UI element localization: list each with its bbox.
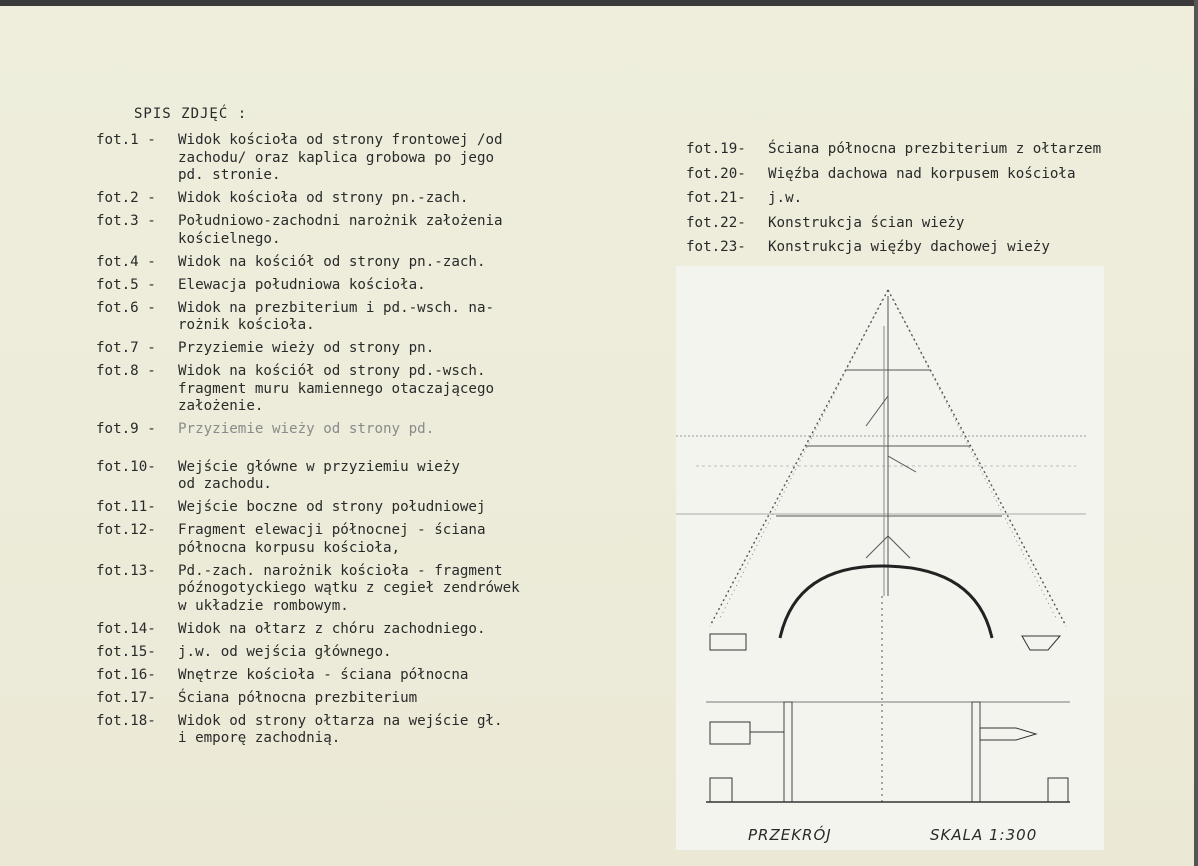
list-item	[96, 713, 616, 748]
photo-number: fot.11-	[96, 499, 156, 515]
photo-description: Wejście główne w przyziemiu wieży od zachodu.	[178, 458, 460, 492]
photo-number: fot.5 -	[96, 276, 156, 293]
photo-description: Wnętrze kościoła - ściana północna	[178, 666, 469, 683]
photo-number: fot.10-	[96, 458, 156, 475]
photo-number: fot.1 -	[96, 132, 156, 148]
photo-description: Pd.-zach. narożnik kościoła - fragment późnogotyckiego wątku z cegieł zendrówek w układzie rombowym.	[178, 562, 520, 614]
photo-number: fot.6 -	[96, 299, 156, 316]
list-item	[96, 563, 616, 616]
list-item	[96, 277, 616, 295]
photo-description: Fragment elewacji północnej - ściana północna korpusu kościoła,	[178, 522, 486, 556]
page-heading: SPIS ZDJĘĆ :	[134, 106, 248, 122]
cross-section-drawing-icon	[676, 266, 1104, 850]
photo-number: fot.14-	[96, 620, 156, 637]
list-item	[96, 690, 616, 708]
photo-number: fot.15-	[96, 643, 156, 660]
list-item	[96, 644, 616, 662]
photo-description: Konstrukcja ścian wieży	[768, 214, 965, 231]
photo-list-right	[686, 141, 1186, 264]
list-item	[96, 459, 616, 494]
photo-description: Widok od strony ołtarza na wejście gł. i emporę zachodnią.	[178, 712, 503, 746]
photo-number: fot.8 -	[96, 363, 156, 379]
photo-description: Widok kościoła od strony pn.-zach.	[178, 190, 469, 206]
photo-description: Ściana północna prezbiterium z ołtarzem	[768, 141, 1102, 157]
photo-description: Widok na ołtarz z chóru zachodniego.	[178, 620, 486, 637]
list-item	[96, 300, 616, 335]
photo-number: fot.18-	[96, 712, 156, 729]
photo-number: fot.3 -	[96, 213, 156, 229]
photo-description: Widok kościoła od strony frontowej /od zachodu/ oraz kaplica grobowa po jego pd. stronie.	[178, 132, 503, 183]
photo-number: fot.22-	[686, 214, 746, 231]
photo-description: Południowo-zachodni narożnik założenia kościelnego.	[178, 213, 503, 247]
list-item	[96, 667, 616, 685]
photo-description: Elewacja południowa kościoła.	[178, 276, 426, 293]
photo-number: fot.12-	[96, 522, 156, 538]
photo-description: Przyziemie wieży od strony pd.	[178, 421, 435, 437]
photo-number: fot.7 -	[96, 340, 156, 356]
list-item	[96, 190, 616, 208]
photo-description: Wejście boczne od strony południowej	[178, 499, 486, 515]
photo-description: Więźba dachowa nad korpusem kościoła	[768, 165, 1076, 182]
photo-description: j.w.	[768, 190, 803, 206]
list-item	[686, 215, 1186, 233]
list-item	[686, 141, 1186, 159]
drawing-caption: PRZEKRÓJ	[748, 826, 832, 844]
list-item	[96, 254, 616, 272]
list-item	[96, 522, 616, 557]
page-right-edge	[1194, 0, 1198, 866]
list-item	[96, 132, 616, 185]
list-item	[686, 239, 1186, 257]
photo-description: j.w. od wejścia głównego.	[178, 643, 392, 660]
list-item	[686, 190, 1186, 208]
page-top-edge	[0, 0, 1198, 6]
photo-description: Widok na kościół od strony pd.-wsch. fragment muru kamiennego otaczającego założenie.	[178, 363, 495, 414]
photo-list-left	[96, 132, 616, 753]
list-item	[96, 213, 616, 248]
list-item	[96, 621, 616, 639]
list-item	[96, 499, 616, 517]
photo-number: fot.21-	[686, 190, 746, 206]
list-item	[96, 340, 616, 358]
photo-number: fot.23-	[686, 239, 746, 255]
photo-description: Widok na kościół od strony pn.-zach.	[178, 253, 486, 270]
photo-number: fot.16-	[96, 666, 156, 683]
photo-number: fot.13-	[96, 562, 156, 579]
list-item	[686, 166, 1186, 184]
photo-number: fot.9 -	[96, 421, 156, 437]
photo-description: Widok na prezbiterium i pd.-wsch. na- rożnik kościoła.	[178, 299, 495, 333]
photo-description: Ściana północna prezbiterium	[178, 689, 418, 706]
photo-number: fot.17-	[96, 689, 156, 706]
photo-number: fot.20-	[686, 165, 746, 182]
drawing-scale: SKALA 1:300	[930, 826, 1038, 844]
photo-description: Przyziemie wieży od strony pn.	[178, 340, 435, 356]
photo-number: fot.4 -	[96, 253, 156, 270]
photo-number: fot.2 -	[96, 190, 156, 206]
photo-number: fot.19-	[686, 141, 746, 157]
photo-description: Konstrukcja więźby dachowej wieży	[768, 239, 1050, 255]
list-item	[96, 421, 616, 439]
list-item	[96, 363, 616, 416]
cross-section-drawing	[676, 266, 1104, 850]
